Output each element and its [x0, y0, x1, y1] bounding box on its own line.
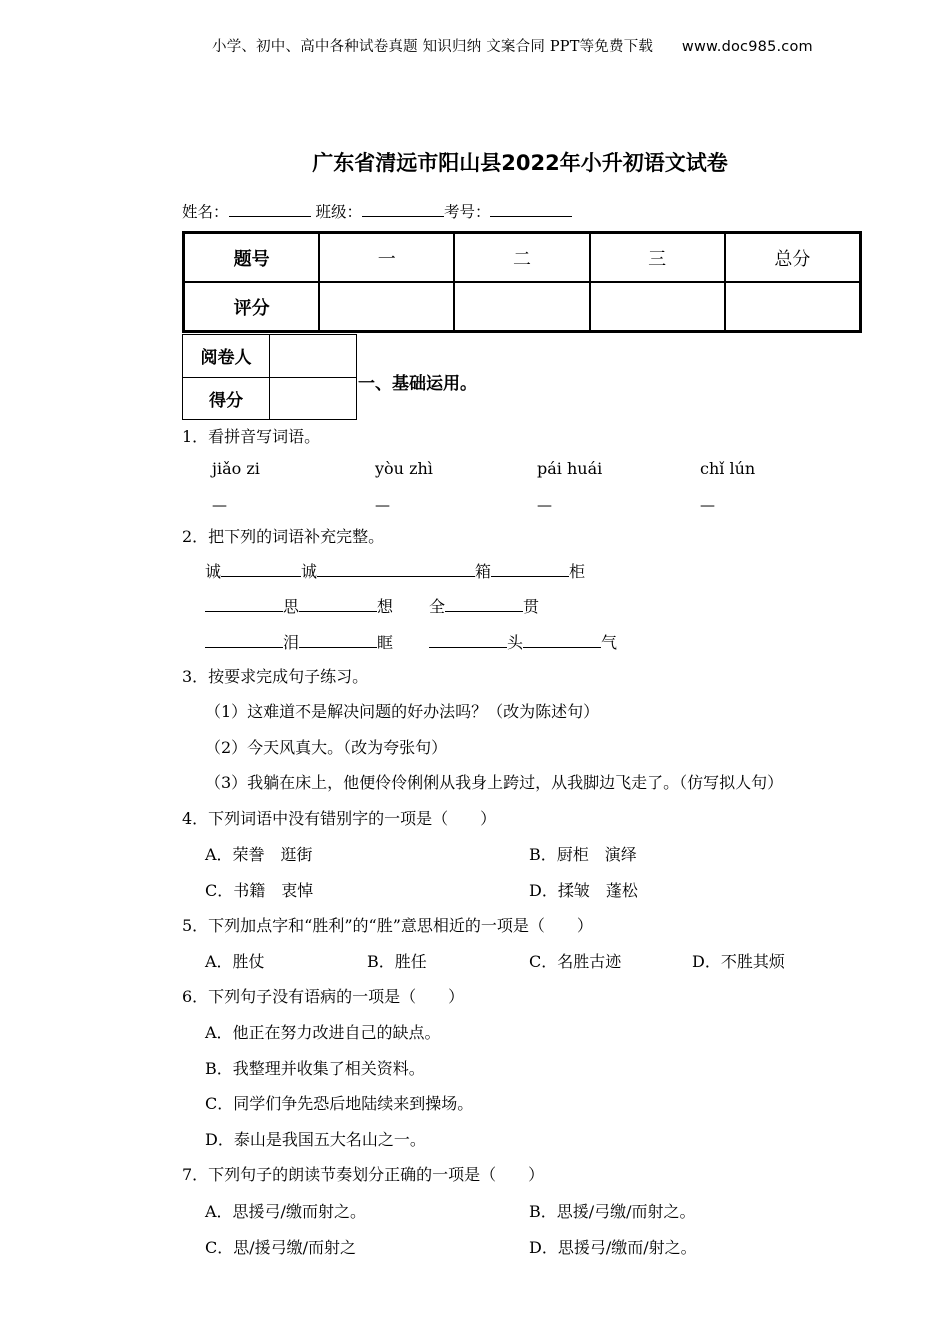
q5-option-a[interactable]: A．胜仗 [205, 952, 265, 971]
q2-blank[interactable] [299, 633, 377, 648]
header-site[interactable]: www.doc985.com [681, 39, 813, 55]
q2-blank[interactable] [205, 597, 283, 612]
name-label: 姓名： [182, 203, 229, 221]
q7-option-a[interactable]: A．思援弓/缴而射之。 [205, 1202, 366, 1221]
score-cell[interactable] [319, 282, 454, 331]
q1-answer-blank[interactable]: — [375, 496, 390, 514]
q2-char: 思 [283, 597, 300, 616]
q4-option-c[interactable]: C．书籍 衷悼 [205, 881, 314, 900]
class-label: 班级： [315, 203, 362, 221]
score-cell[interactable] [454, 282, 589, 331]
grader-score-label: 得分 [183, 377, 270, 420]
q7-stem: 7．下列句子的朗读节奏划分正确的一项是（ ） [182, 1165, 545, 1184]
q2-blank[interactable] [491, 562, 569, 577]
q2-row-2 [205, 594, 539, 617]
header-text: 小学、初中、高中各种试卷真题 知识归纳 文案合同 PPT等免费下载 [212, 39, 654, 55]
q2-blank[interactable] [523, 633, 601, 648]
q2-char: 眶 [377, 633, 394, 652]
q3-item: （3）我躺在床上，他便伶伶俐俐从我身上跨过，从我脚边飞走了。（仿写拟人句） [205, 773, 784, 792]
q2-char: 头 [507, 633, 524, 652]
q2-char: 诚 [301, 562, 318, 581]
q5-option-c[interactable]: C．名胜古迹 [529, 952, 622, 971]
q2-blank[interactable] [299, 597, 377, 612]
reviewer-cell[interactable] [270, 335, 357, 378]
q4-option-b[interactable]: B．厨柜 演绎 [529, 845, 637, 864]
q2-blank[interactable] [429, 633, 507, 648]
score-header-cell: 三 [590, 233, 725, 282]
q4-option-a[interactable]: A．荣誊 逛街 [205, 845, 313, 864]
q1-pinyin: jiǎo zi [212, 459, 260, 478]
q6-option-b[interactable]: B．我整理并收集了相关资料。 [205, 1059, 425, 1078]
q6-option-c[interactable]: C．同学们争先恐后地陆续来到操场。 [205, 1094, 474, 1113]
q2-blank[interactable] [205, 633, 283, 648]
grader-score-cell[interactable] [270, 377, 357, 420]
q3-item: （1）这难道不是解决问题的好办法吗？（改为陈述句） [205, 702, 600, 721]
q2-blank[interactable] [317, 562, 475, 577]
q2-char: 气 [601, 633, 618, 652]
q4-option-d[interactable]: D．揉皱 蓬松 [529, 881, 638, 900]
q1-pinyin: chǐ lún [700, 459, 756, 478]
score-cell[interactable] [725, 282, 860, 331]
page-title: 广东省清远市阳山县2022年小升初语文试卷 [312, 151, 728, 175]
q5-option-d[interactable]: D．不胜其烦 [692, 952, 785, 971]
q1-answer-blank[interactable]: — [212, 496, 227, 514]
q7-option-c[interactable]: C．思/援弓缴/而射之 [205, 1238, 357, 1257]
q1-stem: 1．看拼音写词语。 [182, 427, 321, 446]
score-header-cell: 题号 [184, 233, 319, 282]
score-header-row [184, 233, 860, 282]
q2-row-1 [205, 559, 585, 582]
exam-no-label: 考号： [443, 203, 491, 221]
q2-stem: 2．把下列的词语补充完整。 [182, 527, 385, 546]
q2-char: 贯 [523, 597, 540, 616]
q2-blank[interactable] [221, 562, 301, 577]
student-info [182, 200, 572, 222]
q3-stem: 3．按要求完成句子练习。 [182, 667, 369, 686]
q6-option-d[interactable]: D．泰山是我国五大名山之一。 [205, 1130, 426, 1149]
q1-pinyin: yòu zhì [375, 459, 433, 478]
q6-stem: 6．下列句子没有语病的一项是（ ） [182, 987, 465, 1006]
q7-option-d[interactable]: D．思援弓/缴而/射之。 [529, 1238, 697, 1257]
q2-char: 箱 [475, 562, 492, 581]
q2-char: 全 [429, 597, 446, 616]
q6-option-a[interactable]: A．他正在努力改进自己的缺点。 [205, 1023, 441, 1042]
q1-answer-blank[interactable]: — [537, 496, 552, 514]
reviewer-label: 阅卷人 [183, 335, 270, 378]
q2-row-3 [205, 630, 617, 653]
grader-box [182, 334, 357, 420]
q5-stem: 5．下列加点字和“胜利”的“胜”意思相近的一项是（ ） [182, 916, 593, 935]
score-table [182, 231, 862, 333]
name-blank[interactable] [229, 202, 311, 217]
score-header-cell: 二 [454, 233, 589, 282]
q2-char: 泪 [283, 633, 300, 652]
q1-answer-blank[interactable]: — [700, 496, 715, 514]
class-blank[interactable] [362, 202, 444, 217]
score-value-row [184, 282, 860, 331]
exam-no-blank[interactable] [490, 202, 572, 217]
section-heading: 一、基础运用。 [358, 374, 477, 394]
q2-char: 想 [377, 597, 394, 616]
score-header-cell: 总分 [725, 233, 860, 282]
q7-option-b[interactable]: B．思援/弓缴/而射之。 [529, 1202, 696, 1221]
q4-stem: 4．下列词语中没有错别字的一项是（ ） [182, 809, 497, 828]
score-header-cell: 一 [319, 233, 454, 282]
q1-pinyin: pái huái [537, 459, 603, 478]
score-row-label: 评分 [184, 282, 319, 331]
q5-option-b[interactable]: B．胜任 [367, 952, 427, 971]
score-cell[interactable] [590, 282, 725, 331]
page-header [212, 35, 813, 56]
q2-char: 诚 [205, 562, 222, 581]
q2-char: 柜 [569, 562, 586, 581]
q3-item: （2）今天风真大。（改为夸张句） [205, 738, 448, 757]
q2-blank[interactable] [445, 597, 523, 612]
